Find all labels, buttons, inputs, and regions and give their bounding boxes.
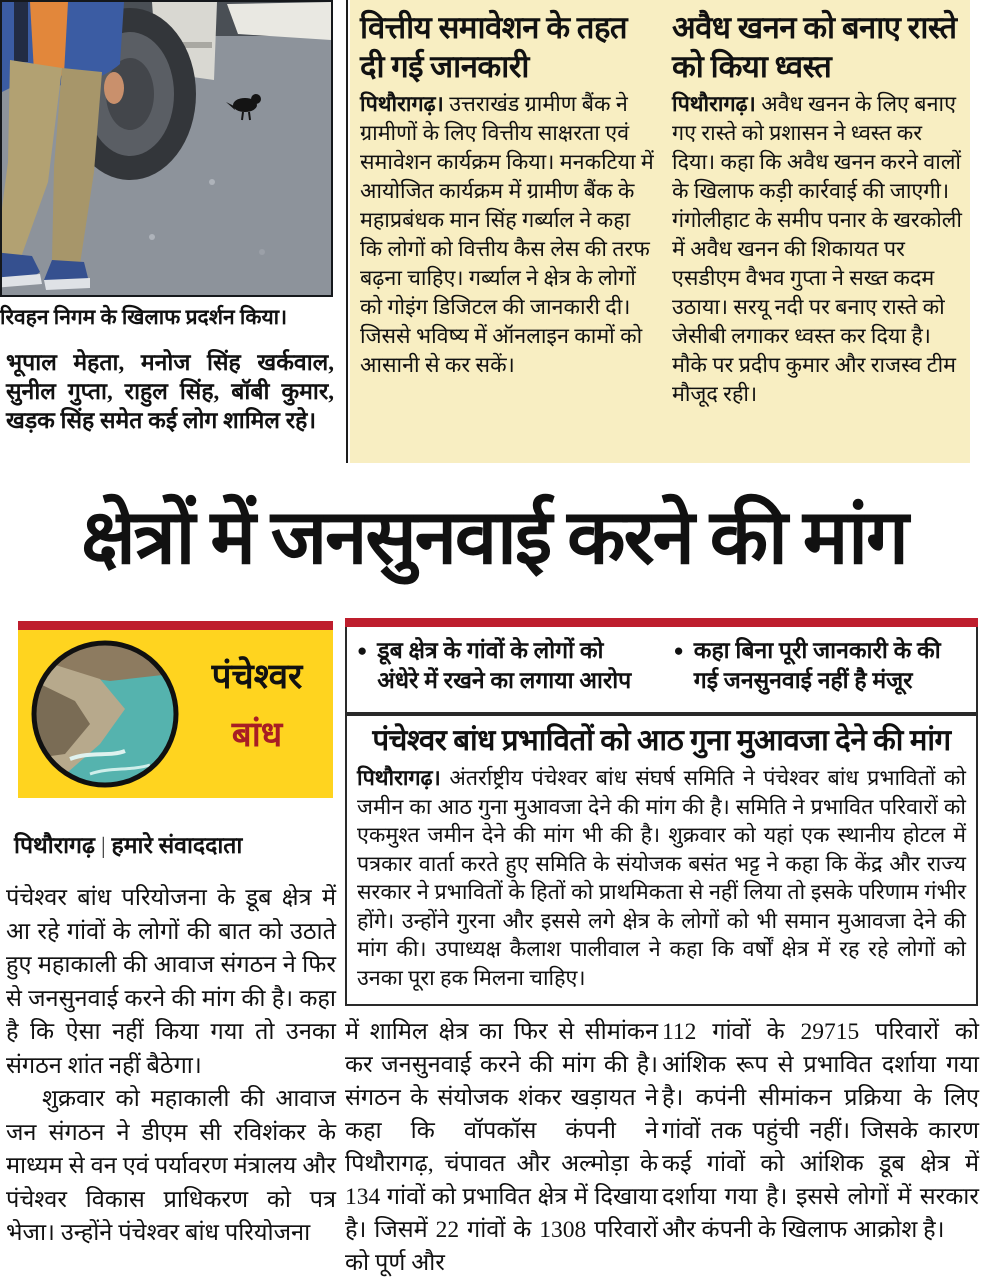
continuation-middle-column: में शामिल क्षेत्र का फिर से सीमांकन कर जनसुनवाई करने की मांग की है। संगठन के संयोजक शंकर खड़ायत ने कहा कि वॉपकॉस कंपनी ने पिथौरागढ़, चंपावत और अल्मोड़ा के 134 गांवों को प्रभावित क्षेत्र में दिखाया है। जिसमें 22 गांवों के 1308 परिवारों को पूर्ण और (345, 1019, 658, 1276)
yellow-articles-block (350, 0, 970, 463)
protest-photo (0, 0, 333, 297)
highlight-item (674, 636, 967, 703)
highlight-bullets (345, 627, 978, 714)
left-story (6, 882, 336, 1251)
protest-photo-art (2, 2, 331, 295)
feature-title (187, 648, 327, 764)
feature-title-line2: बांध (231, 715, 283, 754)
jacket-stripe (14, 2, 28, 62)
financial-article-body (360, 90, 654, 380)
bullet-icon: ● (673, 641, 684, 660)
mining-article-body (672, 90, 966, 409)
names-paragraph: भूपाल मेहता, मनोज सिंह खर्कवाल, सुनील गुप्ता, राहुल सिंह, बॉबी कुमार, खड़क सिंह समेत कई लोग शामिल रहे। (6, 350, 334, 433)
story-red-bar (345, 618, 978, 627)
dam-story-body (357, 764, 966, 992)
hand (104, 72, 124, 104)
highlight-item (357, 636, 650, 703)
highlight-text: डूब क्षेत्र के गांवों के लोगों को अंधेरे में रखने का लगाया आरोप (377, 638, 632, 693)
dam-story-box (345, 714, 978, 1006)
left-story-para2: शुक्रवार को महाकाली की आवाज जन संगठन ने डीएम सी रविशंकर के माध्यम से वन एवं पर्यावरण मंत्रालय और पंचेश्वर विकास प्राधिकरण को पत्र भेजा। उन्होंने पंचेश्वर बांध परियोजना (6, 1086, 336, 1246)
shoe-sole-right (44, 278, 90, 290)
dateline: पिथौरागढ़। (672, 92, 756, 116)
dateline: पिथौरागढ़। (360, 92, 444, 116)
financial-article-text: उत्तराखंड ग्रामीण बैंक ने ग्रामीणों के लिए वित्तीय साक्षरता एवं समावेशन कार्यक्रम किया। मनकटिया में आयोजित कार्यक्रम में ग्रामीण बैंक के महाप्रबंधक मान सिंह गर्ब्याल ने कहा कि लोगों को वित्तीय कैस लेस की तरफ बढ़ना चाहिए। गर्ब्याल ने क्षेत्र के लोगों को गोइंग डिजिटल की जानकारी दी। जिससे भविष्य में ऑनलाइन कामों को आसानी से कर सकें। (360, 92, 654, 377)
dam-story-title: पंचेश्वर बांध प्रभावितों को आठ गुना मुआवजा देने की मांग (372, 725, 951, 757)
dam-story-text: अंतर्राष्ट्रीय पंचेश्वर बांध संघर्ष समिति ने पंचेश्वर बांध प्रभावितों को जमीन का आठ गुना मुआवजा देने की मांग की है। समिति ने प्रभावित परिवारों को एकमुश्त जमीन देने की मांग भी की है। शुक्रवार को यहां एक स्थानीय होटल में पत्रकार वार्ता करते हुए समिति के संयोजक बसंत भट्ट ने कहा कि केंद्र और राज्य सरकार ने प्रभावितों के हितों को प्राथमिकता से नहीं लिया तो इसके परिणाम गंभीर होंगे। उन्होंने गुरना और इससे लगे क्षेत्र के लोगों को भी समान मुआवजा देने की मांग की। उपाध्यक्ष कैलाश पालीवाल ने कहा कि वर्षों क्षेत्र में रह रहे लोगों को उनका पूरा हक मिलना चाहिए। (357, 766, 966, 990)
main-headline: क्षेत्रों में जनसुनवाई करने की मांग (81, 495, 907, 580)
byline (14, 828, 334, 860)
road-speck (259, 249, 265, 255)
financial-article (360, 8, 654, 380)
mining-article-title: अवैध खनन को बनाए रास्ते को किया ध्वस्त (672, 10, 957, 84)
mining-article (672, 8, 966, 409)
mining-article-text: अवैध खनन के लिए बनाए गए रास्ते को प्रशासन ने ध्वस्त कर दिया। कहा कि अवैध खनन करने वालों के खिलाफ कड़ी कार्रवाई की जाएगी। गंगोलीहाट के समीप पनार के खरकोली में अवैध खनन की शिकायत पर एसडीएम वैभव गुप्ता ने सख्त कदम उठाया। सरयू नदी पर बनाए रास्ते को जेसीबी लगाकर ध्वस्त कर दिया है। मौके पर प्रदीप कुमार और राजस्व टीम मौजूद रही। (672, 92, 962, 406)
pancheshwar-feature-box (18, 630, 333, 798)
feature-red-bar (18, 621, 333, 630)
byline-separator: | (100, 833, 106, 858)
feature-title-line1: पंचेश्वर (211, 657, 303, 696)
road-speck (149, 234, 155, 240)
continuation-right-column: 112 गांवों के 29715 परिवारों को आंशिक रूप से प्रभावित दर्शाया गया है। कपंनी सीमांकन प्रक्रिया के लिए गांवों तक पहुंची नहीं। जिसके कारण कई गांवों को आंशिक डूब क्षेत्र में दर्शाया गया है। इससे लोगों में सरकार और कंपनी के खिलाफ आक्रोश है। (662, 1019, 979, 1243)
highlight-text: कहा बिना पूरी जानकारी के की गई जनसुनवाई नहीं है मंजूर (693, 638, 941, 693)
road-speck (209, 179, 215, 185)
byline-location: पिथौरागढ़ (14, 833, 95, 858)
column-rule (346, 0, 348, 463)
dateline: पिथौरागढ़। (357, 766, 441, 790)
byline-reporter: हमारे संवाददाता (111, 833, 243, 858)
photo-caption: रिवहन निगम के खिलाफ प्रदर्शन किया। (0, 305, 288, 329)
financial-article-title: वित्तीय समावेशन के तहत दी गई जानकारी (360, 10, 628, 84)
bullet-icon: ● (357, 641, 368, 660)
dam-river-photo (30, 639, 180, 789)
left-story-para1: पंचेश्वर बांध परियोजना के डूब क्षेत्र में आ रहे गांवों के लोगों की बात को उठाते हुए महाकाली की आवाज संगठन ने फिर से जनसुनवाई करने की मांग की है। कहा है कि ऐसा नहीं किया गया तो उनका संगठन शांत नहीं बैठेगा। (6, 885, 336, 1079)
